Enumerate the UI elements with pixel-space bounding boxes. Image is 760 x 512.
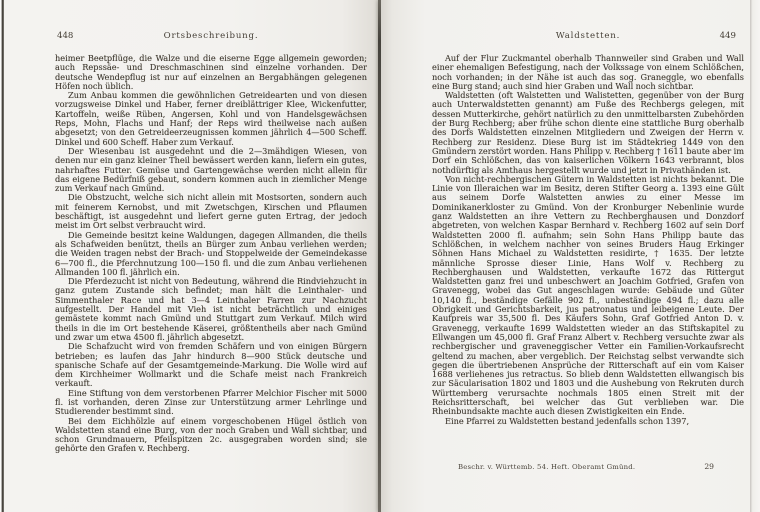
paragraph: Eine Stiftung von dem verstorbenen Pfarrer Melchior Fischer mit 5000 fl. ist vorhanden, deren Zinse zur Unterstützung armer Lehrlinge und Studierender bestimmt sind. [55,387,367,417]
left-running-header-title: Ortsbeschreibung. [163,31,259,41]
paragraph: Der Wiesenbau ist ausgedehnt und die 2—3mähdigen Wiesen, von denen nur ein ganz kleiner Theil bewässert werden kann, liefern ein gutes, nahrhaftes Futter. Gemüse und Gartengewächse werden nicht allein für das eigene Bedürfniß gebaut, sondern kommen auch in ziemlicher Menge zum Verkauf nach Gmünd. [55,145,367,194]
right-page [381,0,750,512]
left-page [4,0,379,512]
left-page-body-text [55,54,367,454]
right-page-footer [432,462,744,471]
paragraph: Waldstetten (oft Walstetten und Walistetten, gegenüber von der Burg auch Unterwaldstetten genannt) am Fuße des Rechbergs gelegen, mit dessen Mutterkirche, gehört natürlich zu den unmittelbarsten Zubehörden der Burg Rechberg; aber frühe schon diente eine stattliche Burg oberhalb des Dorfs Waldstetten einzelnen Mitgliedern und Zweigen der Herrn v. Rechberg zur Residenz. Diese Burg ist im Städtekrieg 1449 von den Gmündern zerstört worden. Hans Philipp v. Rechberg † 1611 baute aber im Dorf ein Schlößchen, das von kaiserlichen Völkern 1643 verbrannt, blos nothdürftig als Amthaus hergestellt wurde und jetzt in Privathänden ist. [432,90,744,175]
paragraph: Von nicht-rechbergischen Gütern in Waldstetten ist nichts bekannt. Die Linie von Illeraichen war im Besitz, deren Stifter Georg a. 1393 eine Gült aus seinem Dorfe Walstetten anwies zu einer Messe im Dominikanerkloster zu Gmünd. Von der Kronburger Nebenlinie wurde ganz Waldstetten an ihre Vettern zu Rechberghausen und Donzdorf abgetreten, von welchen Kaspar Bernhard v. Rechberg 1602 auf sein Dorf Waldstetten 2000 fl. aufnahm; sein Sohn Hans Philipp baute das Schlößchen, in welchem nachher von seines Bruders Haug Erkinger Söhnen Hans Michael zu Waldstetten residirte, † 1635. Der letzte männliche Sprosse dieser Linie, Hans Wolf v. Rechberg zu Rechberghausen und Waldstetten, verkaufte 1672 das Rittergut Waldstetten ganz frei und unbeschwert an Joachim Gotfried, Grafen von Gravenegg, wobei das Gut angeschlagen wurde: Gebäude und Güter 10,140 fl., beständige Gefälle 902 fl., unbeständige 494 fl.; dazu alle Obrigkeit und Gerichtsbarkeit, jus patronatus und leibeigene Leute. Der Kaufpreis war 35,500 fl. Des Käufers Sohn, Graf Gotfried Anton D. v. Gravenegg, verkaufte 1699 Waldstetten wieder an das Stiftskapitel zu Ellwangen um 45,000 fl. Graf Franz Albert v. Rechberg versuchte zwar als rechbergischer und graveneggischer Vetter ein Familien-Vorkaufsrecht geltend zu machen, aber vergeblich. Der Reichstag selbst verwandte sich gegen die übertriebenen Ansprüche der Ritterschaft auf ein vom Kaiser 1688 verliehenes jus retractus. So blieb denn Waldstetten ellwangisch bis zur Säcularisation 1802 und 1803 und die Aushebung von Rekruten durch Württemberg verursachte nochmals 1805 einen Streit mit der Reichsritterschaft, bei welcher das Gut verblieben war. Die Rheinbundsakte machte auch diesen Zwistigkeiten ein Ende. [432,173,744,417]
right-running-header-title: Waldstetten. [555,31,621,41]
paragraph: Auf der Flur Zuckmantel oberhalb Thannweiler sind Graben und Wall einer ehemaligen Befestigung, nach der Volkssage von einem Schlößchen, noch vorhanden; in der Nähe ist auch das sog. Graneggle, wo ebenfalls eine Burg stand; auch sind hier Graben und Wall noch sichtbar. [432,54,744,91]
left-page-number: 448 [57,31,74,41]
paragraph: Die Gemeinde besitzt keine Waldungen, dagegen Allmanden, die theils als Schafweiden benützt, theils an Bürger zum Anbau verliehen werden; die Weiden tragen nebst der Brach- und Stoppelweide der Gemeindekasse 6—700 fl., die Pferchnutzung 100—150 fl. und die zum Anbau verliehenen Allmanden 100 fl. jährlich ein. [55,229,367,277]
sheet-number: 29 [704,462,714,471]
right-running-head [432,31,744,43]
right-scan-edge [750,0,760,512]
paragraph: Die Obstzucht, welche sich nicht allein mit Mostsorten, sondern auch mit feinerem Kernobst, und mit Zwetschgen, Kirschen und Pflaumen beschäftigt, ist ausgedehnt und liefert gerne guten Ertrag, der jedoch meist im Ort selbst verbraucht wird. [55,192,367,231]
left-running-head [55,31,367,43]
paragraph: Eine Pfarrei zu Waldstetten bestand jedenfalls schon 1397, [445,415,690,426]
paragraph: Bei dem Eichhölzle auf einem vorgeschobenen Hügel östlich von Waldstetten stand eine Burg, von der noch Graben und Wall sichtbar, und schon Grundmauern, Pfeilspitzen 2c. ausgegraben worden sind; sie gehörte den Grafen v. Rechberg. [55,415,367,454]
paragraph: heimer Beetpflüge, die Walze und die eiserne Egge allgemein geworden; auch Repssäe- und Dreschmaschinen sind einzelne vorhanden. Der deutsche Wendepflug ist nur auf einzelnen an Bergabhängen gelegenen Höfen noch üblich. [55,54,367,91]
paragraph: Die Schafzucht wird von fremden Schäfern und von einigen Bürgern betrieben; es laufen das Jahr hindurch 8—900 Stück deutsche und spanische Schafe auf der Gesamtgemeinde-Markung. Die Wolle wird auf dem Kirchheimer Wollmarkt und die Schafe meist nach Frankreich verkauft. [55,341,367,389]
right-page-number: 449 [719,31,736,41]
paragraph: Die Pferdezucht ist nicht von Bedeutung, während die Rindviehzucht in ganz gutem Zustande sich befindet; man hält die Leinthaler- und Simmenthaler Race und hat 3—4 Leinthaler Farren zur Nachzucht aufgestellt. Der Handel mit Vieh ist nicht beträchtlich und einiges gemästete kommt nach Gmünd und Stuttgart zum Verkauf. Milch wird theils in die im Ort bestehende Käserei, größtentheils aber nach Gmünd und zwar um etwa 4500 fl. jährlich abgesetzt. [55,276,367,342]
series-signature: Beschr. v. Württemb. 54. Heft. Oberamt Gmünd. [458,463,636,471]
paragraph: Zum Anbau kommen die gewöhnlichen Getreidearten und von diesen vorzugsweise Dinkel und Haber, ferner dreiblättriger Klee, Wickenfutter, Kartoffeln, weiße Rüben, Angersen, Kohl und von Handelsgewächsen Reps, Mohn, Flachs und Hanf; der Reps wird theilweise nach außen abgesetzt; von den Getreideerzeugnissen kommen jährlich 4—500 Scheff. Dinkel und 600 Scheff. Haber zum Verkauf. [55,90,367,147]
right-page-body-text [432,54,744,426]
